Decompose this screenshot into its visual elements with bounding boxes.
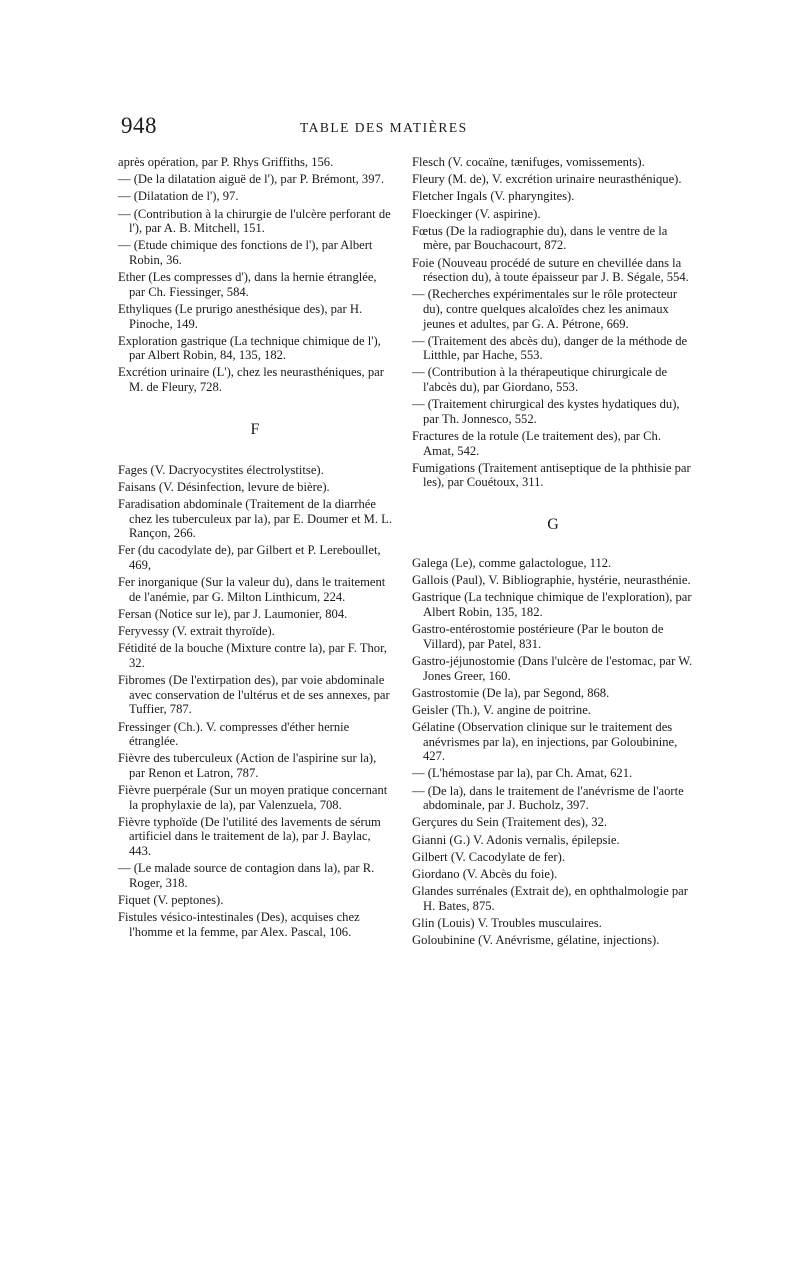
index-entry: Fractures de la rotule (Le traitement des), par Ch. Amat, 542. [412, 429, 661, 458]
index-entry: Fressinger (Ch.). V. compresses d'éther hernie étranglée. [118, 719, 350, 749]
index-entry: après opération, par P. Rhys Griffiths, 156. [118, 155, 334, 169]
entry-list [412, 556, 694, 948]
index-entry: Fièvre puerpérale (Sur un moyen pratique concernant la prophylaxie de la), par Valenzuela, 708. [118, 783, 388, 812]
section-letter-heading: F [250, 420, 260, 438]
index-column-left [118, 155, 392, 942]
index-entry: Fer inorganique (Sur la valeur du), dans le traitement de l'anémie, par G. Milton Linthicum, 224. [118, 575, 386, 604]
section-letter-heading: G [547, 516, 559, 533]
entry-list [118, 463, 392, 940]
index-entry: — (Etude chimique des fonctions de l'), par Albert Robin, 36. [118, 238, 373, 267]
index-entry: — (L'hémostase par la), par Ch. Amat, 621. [412, 766, 633, 781]
index-entry: — (Dilatation de l'), 97. [118, 189, 239, 204]
index-entry: Glandes surrénales (Extrait de), en ophthalmologie par H. Bates, 875. [412, 884, 688, 913]
page-number: 948 [121, 113, 157, 138]
index-entry: — (Recherches expérimentales sur le rôle protecteur du), contre quelques alcaloïdes chez les animaux jeunes et adultes, par G. A. Pétrone, 669. [412, 287, 678, 331]
index-entry: Fièvre des tuberculeux (Action de l'aspirine sur la), par Renon et Latron, 787. [118, 751, 377, 780]
index-entry: Gallois (Paul), V. Bibliographie, hystérie, neurasthénie. [412, 573, 691, 588]
index-entry: — (De la dilatation aiguë de l'), par P. Brémont, 397. [118, 172, 384, 187]
index-entry: Fœtus (De la radiographie du), dans le ventre de la mère, par Bouchacourt, 872. [412, 223, 668, 253]
index-entry: Fer (du cacodylate de), par Gilbert et P. Lereboullet, 469, [118, 543, 381, 572]
entry-list [412, 155, 694, 490]
index-entry: Glin (Louis) V. Troubles musculaires. [412, 915, 602, 930]
index-entry: Fleury (M. de), V. excrétion urinaire neurasthénique). [412, 172, 682, 187]
index-entry: — (Traitement des abcès du), danger de la méthode de Litthle, par Hache, 553. [412, 333, 688, 363]
index-entry: — (Contribution à la chirurgie de l'ulcère perforant de l'), par A. B. Mitchell, 151. [118, 206, 391, 236]
index-entry: Fersan (Notice sur le), par J. Laumonier, 804. [118, 606, 348, 621]
index-entry: Geisler (Th.), V. angine de poitrine. [412, 702, 591, 717]
index-entry: — (De la), dans le traitement de l'anévrisme de l'aorte abdominale, par J. Bucholz, 397. [412, 783, 684, 813]
entry-list [118, 155, 392, 395]
index-entry: Fages (V. Dacryocystites électrolystitse). [118, 462, 324, 477]
index-entry: Gastrique (La technique chimique de l'exploration), par Albert Robin, 135, 182. [412, 590, 692, 619]
running-title: TABLE DES MATIÈRES [300, 120, 468, 135]
index-entry: Faradisation abdominale (Traitement de la diarrhée chez les tuberculeux par la), par E. Doumer et M. L. Rançon, 266. [118, 497, 392, 541]
index-entry: Ether (Les compresses d'), dans la hernie étranglée, par Ch. Fiessinger, 584. [118, 270, 377, 299]
index-entry: Ethyliques (Le prurigo anesthésique des), par H. Pinoche, 149. [118, 301, 363, 331]
index-entry: Flesch (V. cocaïne, tænifuges, vomissements). [412, 155, 645, 169]
index-entry: Galega (Le), comme galactologue, 112. [412, 556, 612, 570]
index-entry: Gastrostomie (De la), par Segond, 868. [412, 685, 610, 700]
index-entry: Feryvessy (V. extrait thyroïde). [118, 624, 275, 639]
index-entry: Gastro-jéjunostomie (Dans l'ulcère de l'estomac, par W. Jones Greer, 160. [412, 653, 693, 683]
index-entry: Gilbert (V. Cacodylate de fer). [412, 849, 565, 864]
index-entry: Fletcher Ingals (V. pharyngites). [412, 189, 575, 204]
index-entry: Exploration gastrique (La technique chimique de l'), par Albert Robin, 84, 135, 182. [118, 333, 381, 363]
index-entry: Gastro-entérostomie postérieure (Par le bouton de Villard), par Patel, 831. [412, 622, 664, 651]
index-entry: Foie (Nouveau procédé de suture en chevillée dans la résection du), à toute épaisseur par J. B. Ségale, 554. [412, 255, 689, 285]
index-entry: Faisans (V. Désinfection, levure de bière). [118, 479, 330, 494]
index-entry: Giordano (V. Abcès du foie). [412, 867, 558, 881]
index-entry: Floeckinger (V. aspirine). [412, 206, 541, 221]
index-entry: Fistules vésico-intestinales (Des), acquises chez l'homme et la femme, par Alex. Pascal, 106. [118, 910, 360, 939]
index-entry: — (Contribution à la thérapeutique chirurgicale de l'abcès du), par Giordano, 553. [412, 365, 668, 395]
index-entry: Fétidité de la bouche (Mixture contre la), par F. Thor, 32. [118, 641, 387, 670]
index-entry: Gélatine (Observation clinique sur le traitement des anévrismes par la), en injections, par Goloubinine, 427. [412, 720, 678, 764]
index-entry: Gerçures du Sein (Traitement des), 32. [412, 815, 608, 830]
index-entry: Excrétion urinaire (L'), chez les neurasthéniques, par M. de Fleury, 728. [118, 365, 384, 395]
index-entry: Fibromes (De l'extirpation des), par voie abdominale avec conservation de l'ultérus et de ses annexes, par Tuffier, 787. [118, 673, 390, 717]
index-entry: Fièvre typhoïde (De l'utilité des lavements de sérum artificiel dans le traitement de la), par J. Baylac, 443. [118, 814, 381, 859]
index-entry: Goloubinine (V. Anévrisme, gélatine, injections). [412, 933, 660, 948]
index-entry: — (Traitement chirurgical des kystes hydatiques du), par Th. Jonnesco, 552. [412, 397, 680, 426]
index-entry: — (Le malade source de contagion dans la), par R. Roger, 318. [118, 861, 375, 890]
index-entry: Gianni (G.) V. Adonis vernalis, épilepsie. [412, 832, 620, 847]
index-entry: Fiquet (V. peptones). [118, 893, 224, 907]
index-column-right [412, 155, 694, 950]
index-entry: Fumigations (Traitement antiseptique de la phthisie par les), par Couétoux, 311. [412, 460, 691, 490]
